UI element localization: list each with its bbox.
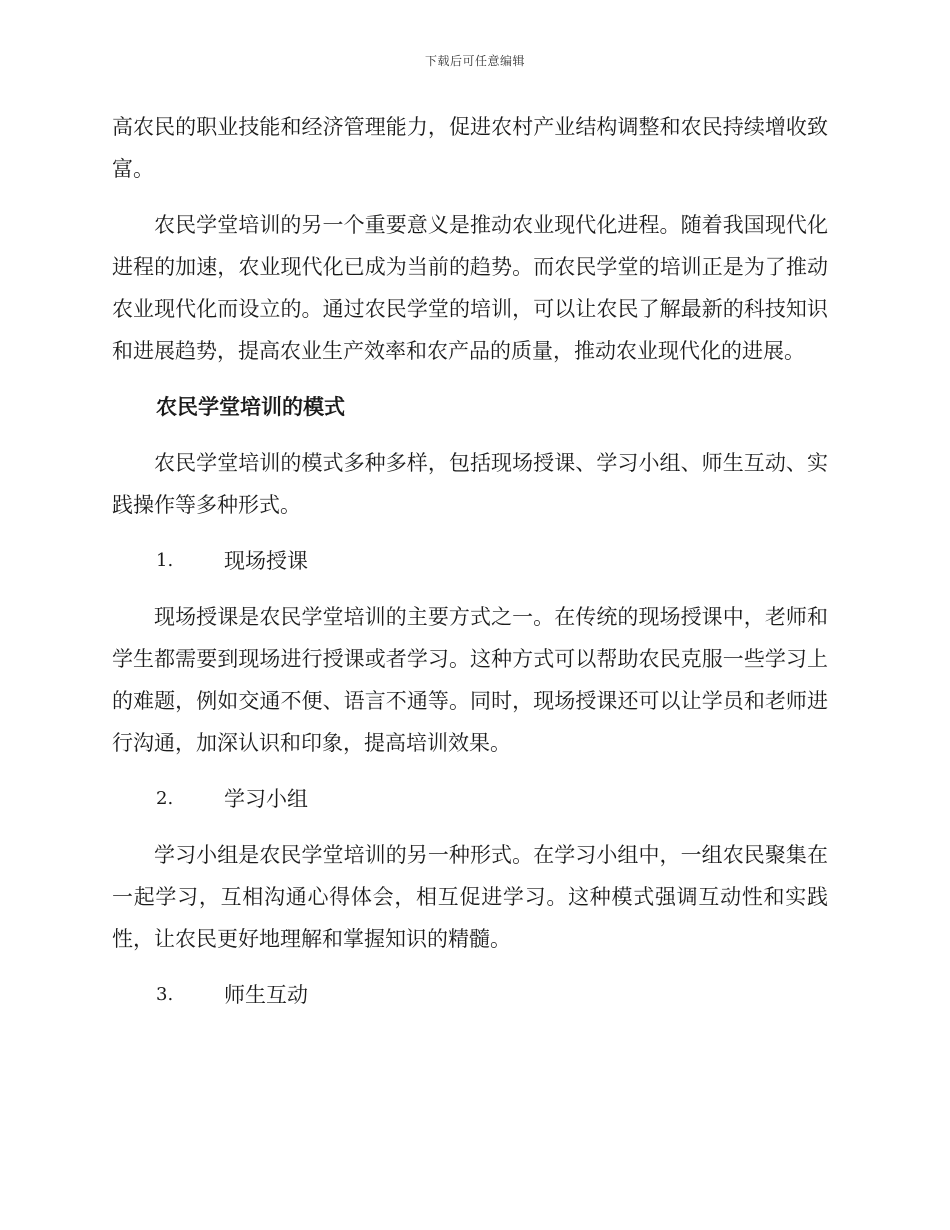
list-number: 2.	[156, 788, 174, 809]
list-item	[112, 778, 828, 820]
list-title: 现场授课	[224, 549, 308, 573]
section-heading: 农民学堂培训的模式	[156, 394, 345, 419]
list-item	[112, 540, 828, 582]
list-number: 3.	[156, 984, 174, 1005]
list-title: 学习小组	[224, 787, 308, 811]
list-item	[112, 974, 828, 1016]
list-number: 1.	[156, 550, 174, 571]
paragraph: 学习小组是农民学堂培训的另一种形式。在学习小组中，一组农民聚集在一起学习，互相沟通心得体会，相互促进学习。这种模式强调互动性和实践性，让农民更好地理解和掌握知识的精髓。	[112, 843, 828, 951]
page-header: 下载后可任意编辑	[424, 54, 525, 68]
paragraph: 农民学堂培训的模式多种多样，包括现场授课、学习小组、师生互动、实践操作等多种形式。	[112, 451, 828, 517]
paragraph: 现场授课是农民学堂培训的主要方式之一。在传统的现场授课中，老师和学生都需要到现场进行授课或者学习。这种方式可以帮助农民克服一些学习上的难题，例如交通不便、语言不通等。同时，现场授课还可以让学员和老师进行沟通，加深认识和印象，提高培训效果。	[112, 605, 828, 755]
paragraph: 高农民的职业技能和经济管理能力，促进农村产业结构调整和农民持续增收致富。	[112, 115, 828, 181]
paragraph: 农民学堂培训的另一个重要意义是推动农业现代化进程。随着我国现代化进程的加速，农业现代化已成为当前的趋势。而农民学堂的培训正是为了推动农业现代化而设立的。通过农民学堂的培训，可以让农民了解最新的科技知识和进展趋势，提高农业生产效率和农产品的质量，推动农业现代化的进展。	[112, 213, 828, 363]
list-title: 师生互动	[224, 983, 308, 1007]
document-body	[112, 106, 828, 1030]
